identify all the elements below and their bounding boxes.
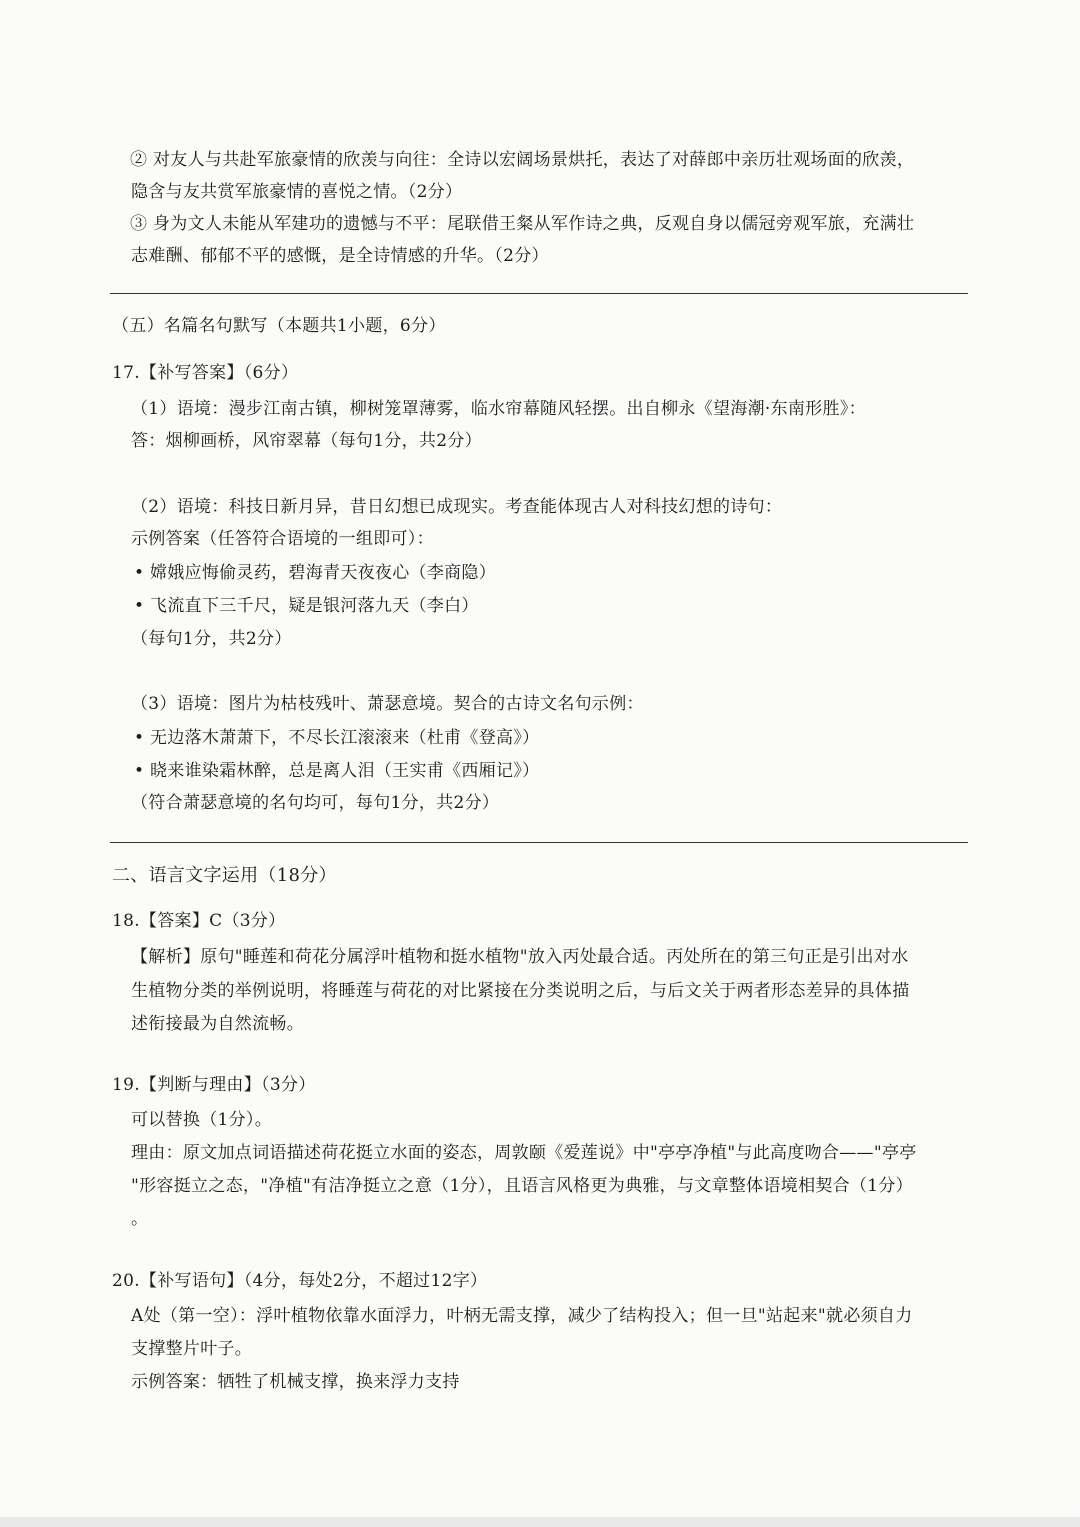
q16-item2-line1: ② 对友人与共赴军旅豪情的欣羡与向往：全诗以宏阔场景烘托，表达了对薛郎中亲历壮观场面的欣羡， xyxy=(130,150,915,170)
q17-part2-note: 示例答案（任答符合语境的一组即可）： xyxy=(131,529,434,549)
section-divider xyxy=(110,293,968,294)
q19-title: 19.【判断与理由】（3分） xyxy=(112,1075,316,1095)
q19-line2: 理由：原文加点词语描述荷花挺立水面的姿态，周敦颐《爱莲说》中"亭亭净植"与此高度吻合——"亭亭 xyxy=(131,1143,917,1163)
q19-line1: 可以替换（1分）。 xyxy=(131,1110,273,1130)
q17-part3-bullet2: • 晓来谁染霜林醉，总是离人泪（王实甫《西厢记》） xyxy=(134,761,540,781)
q20-line1: A处（第一空）：浮叶植物依靠水面浮力，叶柄无需支撑，减少了结构投入；但一旦"站起来"就必须自力 xyxy=(131,1306,913,1326)
section5-heading: （五）名篇名句默写（本题共1小题，6分） xyxy=(112,316,446,336)
q17-part2-bullet2: • 飞流直下三千尺，疑是银河落九天（李白） xyxy=(134,596,479,616)
q16-item3-line1: ③ 身为文人未能从军建功的遗憾与不平：尾联借王粲从军作诗之典，反观自身以儒冠旁观军旅，充满壮 xyxy=(130,214,915,234)
q16-item3-line2: 志难酬、郁郁不平的感慨，是全诗情感的升华。（2分） xyxy=(131,246,549,266)
q17-part2-score: （每句1分，共2分） xyxy=(131,629,292,649)
q17-part3-score: （符合萧瑟意境的名句均可，每句1分，共2分） xyxy=(131,793,500,813)
q18-explanation-line1: 【解析】原句"睡莲和荷花分属浮叶植物和挺水植物"放入丙处最合适。丙处所在的第三句正是引出对水 xyxy=(131,947,909,967)
q16-item2-line2: 隐含与友共赏军旅豪情的喜悦之情。（2分） xyxy=(131,182,463,202)
scan-bottom-edge xyxy=(0,1517,1080,1527)
q20-line2: 支撑整片叶子。 xyxy=(131,1339,253,1359)
q18-explanation-line3: 述衔接最为自然流畅。 xyxy=(131,1014,304,1034)
q19-line3: "形容挺立之态，"净植"有洁净挺立之意（1分），且语言风格更为典雅，与文章整体语境相契合（1分） xyxy=(131,1176,913,1196)
q17-part2-bullet1: • 嫦娥应悔偷灵药，碧海青天夜夜心（李商隐） xyxy=(134,563,497,583)
part2-heading: 二、语言文字运用（18分） xyxy=(112,865,337,886)
q17-part3-context: （3）语境：图片为枯枝残叶、萧瑟意境。契合的古诗文名句示例： xyxy=(131,694,644,714)
q17-part3-bullet1: • 无边落木萧萧下，不尽长江滚滚来（杜甫《登高》） xyxy=(134,728,540,748)
q20-title: 20.【补写语句】（4分，每处2分，不超过12字） xyxy=(112,1271,488,1291)
q17-part2-context: （2）语境：科技日新月异，昔日幻想已成现实。考查能体现古人对科技幻想的诗句： xyxy=(131,497,783,517)
q17-title: 17.【补写答案】（6分） xyxy=(112,363,299,383)
section-divider xyxy=(110,842,968,843)
q17-part1-answer: 答：烟柳画桥，风帘翠幕（每句1分，共2分） xyxy=(131,431,482,451)
q17-part1-context: （1）语境：漫步江南古镇，柳树笼罩薄雾，临水帘幕随风轻摆。出自柳永《望海潮·东南形胜》： xyxy=(131,399,866,419)
q19-line4: 。 xyxy=(131,1209,149,1229)
q18-explanation-line2: 生植物分类的举例说明，将睡莲与荷花的对比紧接在分类说明之后，与后文关于两者形态差异的具体描 xyxy=(131,981,910,1001)
q20-line3: 示例答案：牺牲了机械支撑，换来浮力支持 xyxy=(131,1372,460,1392)
q18-title: 18.【答案】C（3分） xyxy=(112,911,286,931)
